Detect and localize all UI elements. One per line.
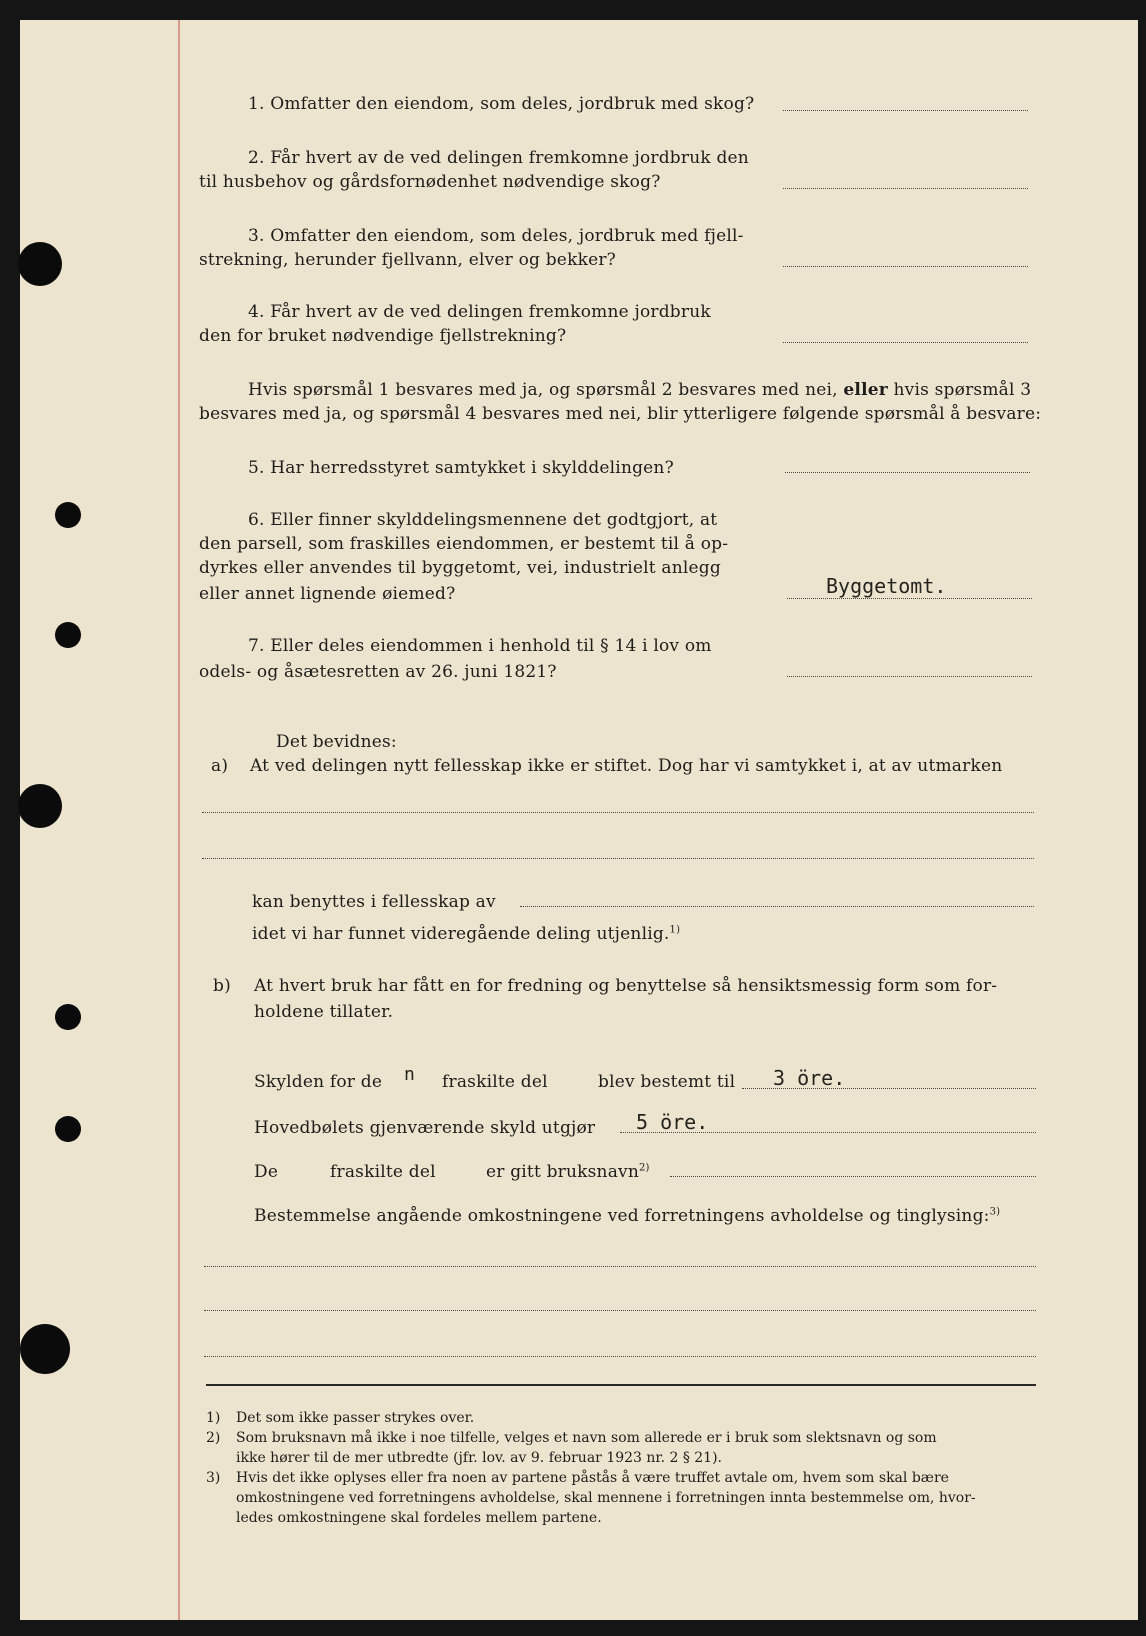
question-6-line-4: eller annet lignende øiemed? [199,584,456,604]
question-4-line-1: 4. Får hvert av de ved delingen fremkomne jordbruk [248,302,711,322]
attest-a-blank-3 [520,906,1034,907]
attest-a-blank-2 [202,858,1034,859]
question-7-line-2: odels- og åsætesretten av 26. juni 1821? [199,662,557,682]
question-6-line-1: 6. Eller finner skylddelingsmennene det godtgjort, at [248,510,718,530]
footnote-2-mark: 2) [206,1430,221,1446]
footnote-3-line-1: Hvis det ikke oplyses eller fra noen av partene påstås å være truffet avtale om, hvem som skal bære [236,1470,949,1486]
attest-heading: Det bevidnes: [276,732,397,752]
answer-line-2 [783,188,1028,189]
skyld-row-1-label-b: fraskilte del [442,1072,548,1092]
answer-6-handwritten: Byggetomt. [826,574,947,598]
question-5: 5. Har herredsstyret samtykket i skylddelingen? [248,458,674,478]
margin-rule [178,20,180,1620]
question-6-line-3: dyrkes eller anvendes til byggetomt, vei, industrielt anlegg [199,558,721,578]
skyld-row-1-value: 3 öre. [773,1066,846,1090]
skyld-row-3-text: er gitt bruksnavn [486,1162,639,1182]
condition-line-1 [248,380,1031,400]
punch-hole [18,242,62,286]
skyld-row-3-label-b: fraskilte del [330,1162,436,1182]
footnote-ref-2: 2) [639,1162,650,1174]
answer-line-4 [783,342,1028,343]
skyld-row-4-label [254,1206,1000,1226]
answer-line-1 [783,110,1028,111]
condition-bold-word: eller [843,380,888,400]
skyld-row-2-line [620,1132,1036,1133]
cost-blank-2 [204,1310,1036,1311]
skyld-row-2-label: Hovedbølets gjenværende skyld utgjør [254,1118,596,1138]
skyld-row-4-text: Bestemmelse angående omkostningene ved forretningens avholdelse og tinglysing: [254,1206,990,1226]
cost-blank-1 [204,1266,1036,1267]
punch-hole [55,1116,81,1142]
condition-text-a: Hvis spørsmål 1 besvares med ja, og spørsmål 2 besvares med nei, [248,380,838,400]
cost-blank-3 [204,1356,1036,1357]
punch-hole [55,622,81,648]
answer-line-3 [783,266,1028,267]
footnote-3-line-3: ledes omkostningene skal fordeles mellem partene. [236,1510,602,1526]
footnote-1-text: Det som ikke passer strykes over. [236,1410,475,1426]
skyld-row-1-line [742,1088,1036,1089]
question-3-line-1: 3. Omfatter den eiendom, som deles, jordbruk med fjell- [248,226,744,246]
answer-line-6 [787,598,1032,599]
attest-a-line-1: At ved delingen nytt fellesskap ikke er stiftet. Dog har vi samtykket i, at av utmarken [250,756,1003,776]
punch-hole [55,1004,81,1030]
attest-a-line-3: kan benyttes i fellesskap av [252,892,496,912]
skyld-row-3-line [670,1176,1036,1177]
punch-hole [20,1324,70,1374]
attest-b-line-2: holdene tillater. [254,1002,394,1022]
question-4-line-2: den for bruket nødvendige fjellstrekning? [199,326,567,346]
footnote-separator [206,1384,1036,1386]
skyld-row-1-label-a: Skylden for de [254,1072,383,1092]
footnote-1-mark: 1) [206,1410,221,1426]
punch-hole [18,784,62,828]
attest-b-label: b) [213,976,231,996]
attest-b-line-1: At hvert bruk har fått en for fredning og benyttelse så hensiktsmessig form som for- [254,976,998,996]
skyld-row-1-handwritten-n: n [404,1064,415,1085]
question-3-line-2: strekning, herunder fjellvann, elver og bekker? [199,250,616,270]
condition-line-2: besvares med ja, og spørsmål 4 besvares med nei, blir ytterligere følgende spørsmål å besvare: [199,404,1042,424]
footnote-3-mark: 3) [206,1470,221,1486]
question-2-line-1: 2. Får hvert av de ved delingen fremkomne jordbruk den [248,148,749,168]
question-7-line-1: 7. Eller deles eiendommen i henhold til § 14 i lov om [248,636,712,656]
footnote-2-line-1: Som bruksnavn må ikke i noe tilfelle, velges et navn som allerede er i bruk som slektsnavn og som [236,1430,937,1446]
footnote-ref-1: 1) [669,924,681,936]
attest-a-label: a) [211,756,229,776]
footnote-3-line-2: omkostningene ved forretningens avholdelse, skal mennene i forretningen innta bestemmelse om, hvor- [236,1490,976,1506]
question-1: 1. Omfatter den eiendom, som deles, jordbruk med skog? [248,94,755,114]
skyld-row-2-value: 5 öre. [636,1110,709,1134]
attest-a-blank-1 [202,812,1034,813]
condition-text-b: hvis spørsmål 3 [893,380,1032,400]
question-6-line-2: den parsell, som fraskilles eiendommen, er bestemt til å op- [199,534,729,554]
question-2-line-2: til husbehov og gårdsfornødenhet nødvendige skog? [199,172,661,192]
skyld-row-3-label-a: De [254,1162,279,1182]
punch-hole [55,502,81,528]
answer-line-7 [787,676,1032,677]
skyld-row-1-label-c: blev bestemt til [598,1072,736,1092]
footnote-2-line-2: ikke hører til de mer utbredte (jfr. lov. av 9. februar 1923 nr. 2 § 21). [236,1450,723,1466]
attest-a-line-4 [252,924,680,944]
footnote-ref-3: 3) [989,1206,1001,1218]
skyld-row-3-label-c [486,1162,650,1182]
answer-line-5 [785,472,1030,473]
attest-a-line-4-text: idet vi har funnet videregående deling utjenlig. [252,924,670,944]
